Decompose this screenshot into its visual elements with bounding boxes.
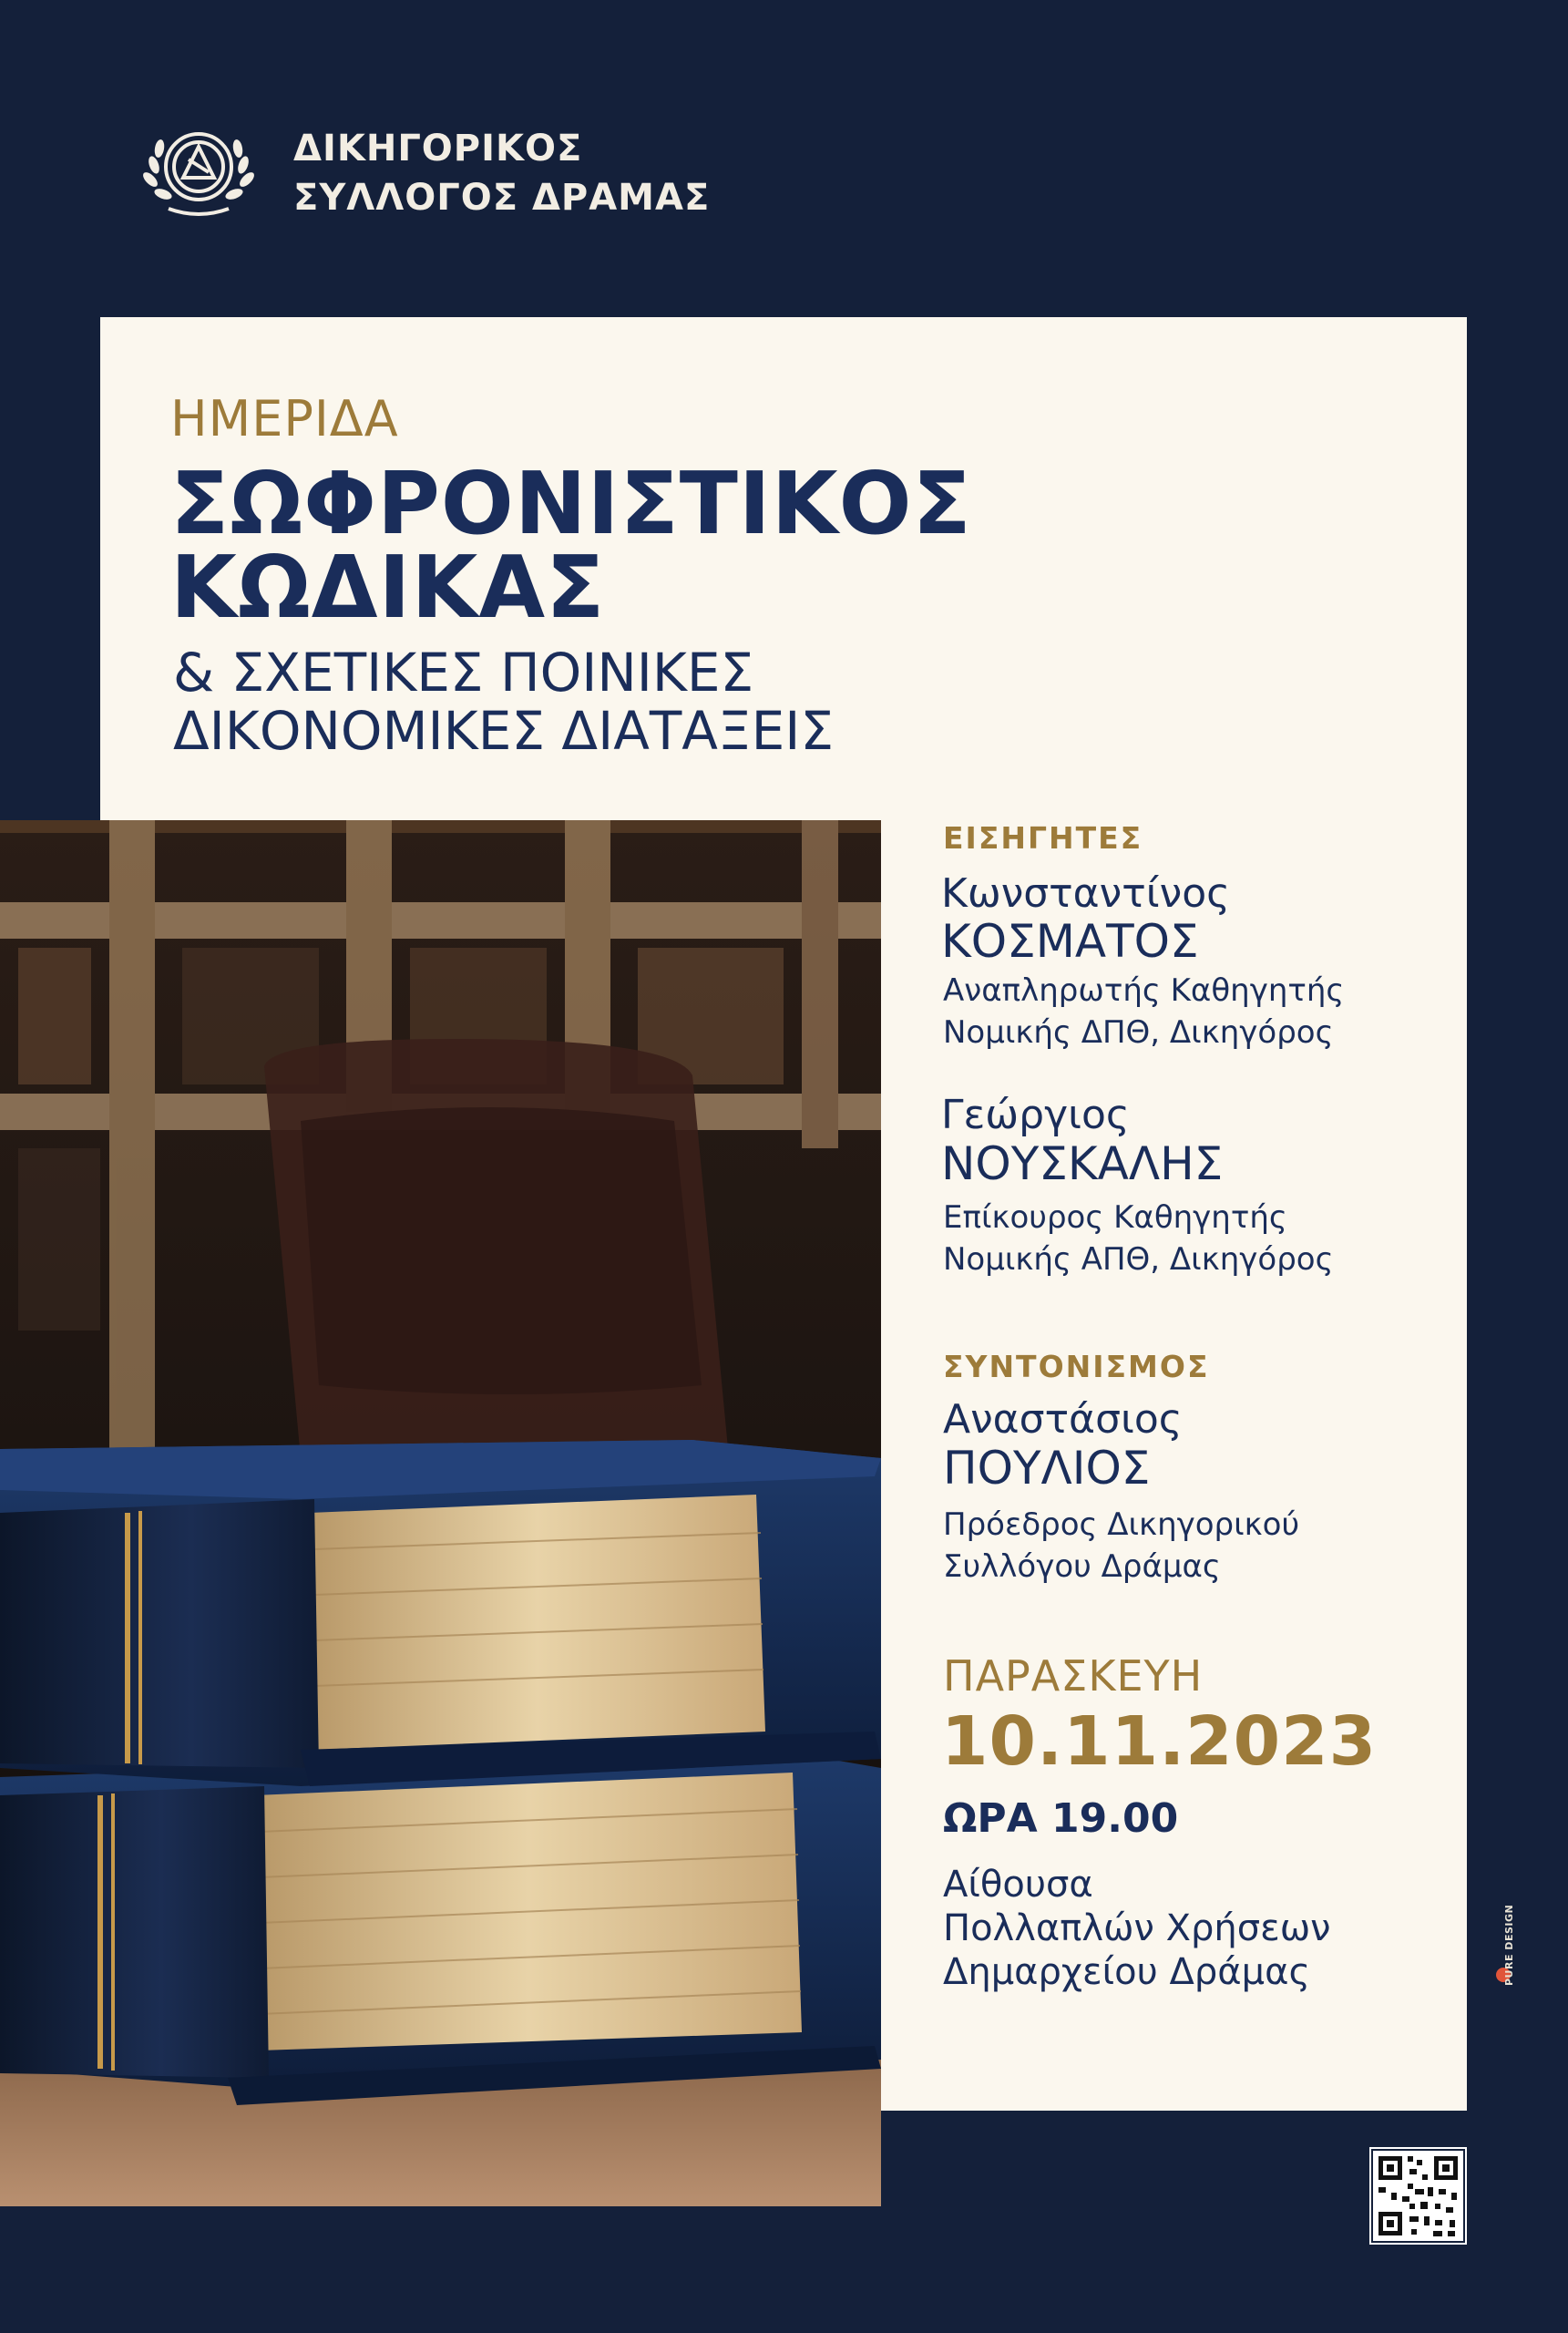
event-date: 10.11.2023 xyxy=(941,1702,1378,1781)
qr-code-icon[interactable] xyxy=(1369,2147,1467,2245)
venue-line2: Πολλαπλών Χρήσεων xyxy=(943,1907,1331,1949)
moderator-label: ΣΥΝΤΟΝΙΣΜΟΣ xyxy=(943,1349,1210,1384)
stacked-law-books-photo xyxy=(0,820,881,2206)
moderator-first-name: Αναστάσιος xyxy=(943,1396,1183,1443)
speaker-1-role-line2: Νομικής ΔΠΘ, Δικηγόρος xyxy=(943,1014,1334,1051)
event-subtitle-line2: ΔΙΚΟΝΟΜΙΚΕΣ ΔΙΑΤΑΞΕΙΣ xyxy=(173,700,835,762)
event-title-line1: ΣΩΦΡΟΝΙΣΤΙΚΟΣ xyxy=(170,455,972,554)
event-type: ΗΜΕΡΙΔΑ xyxy=(170,390,399,447)
event-time: ΩΡΑ 19.00 xyxy=(943,1795,1179,1842)
speaker-2-role xyxy=(943,1197,1334,1280)
venue-line1: Αίθουσα xyxy=(943,1864,1093,1906)
moderator-last-name: ΠΟΥΛΙΟΣ xyxy=(943,1442,1151,1495)
speaker-1-role-line1: Αναπληρωτής Καθηγητής xyxy=(943,972,1345,1009)
designer-credit xyxy=(1491,1891,1518,1991)
venue xyxy=(943,1863,1331,1994)
event-title xyxy=(170,455,972,638)
organization-name-line1: ΔΙΚΗΓΟΡΙΚΟΣ xyxy=(293,128,583,170)
moderator-role-line1: Πρόεδρος Δικηγορικού xyxy=(943,1506,1300,1543)
moderator-role xyxy=(943,1504,1299,1588)
designer-credit-text: PURE DESIGN xyxy=(1503,1904,1515,1986)
event-title-line2: ΚΩΔΙΚΑΣ xyxy=(170,539,606,638)
speaker-2-last-name: ΝΟΥΣΚΑΛΗΣ xyxy=(941,1137,1224,1190)
speaker-1-last-name: ΚΟΣΜΑΤΟΣ xyxy=(941,915,1199,968)
bar-association-emblem-icon xyxy=(141,121,256,221)
speaker-2-role-line2: Νομικής ΑΠΘ, Δικηγόρος xyxy=(943,1241,1334,1278)
event-subtitle xyxy=(173,643,834,760)
organization-name xyxy=(293,124,710,222)
moderator-role-line2: Συλλόγου Δράμας xyxy=(943,1548,1221,1585)
event-subtitle-line1: & ΣΧΕΤΙΚΕΣ ΠΟΙΝΙΚΕΣ xyxy=(173,642,754,704)
speaker-1-first-name: Κωνσταντίνος xyxy=(941,870,1230,917)
organization-name-line2: ΣΥΛΛΟΓΟΣ ΔΡΑΜΑΣ xyxy=(293,177,711,219)
speaker-1-role xyxy=(943,970,1344,1053)
venue-line3: Δημαρχείου Δράμας xyxy=(943,1951,1310,1993)
speaker-2-role-line1: Επίκουρος Καθηγητής xyxy=(943,1199,1287,1236)
speaker-2-first-name: Γεώργιος xyxy=(941,1092,1130,1138)
speakers-label: ΕΙΣΗΓΗΤΕΣ xyxy=(943,820,1143,856)
event-day: ΠΑΡΑΣΚΕΥΗ xyxy=(943,1651,1204,1701)
